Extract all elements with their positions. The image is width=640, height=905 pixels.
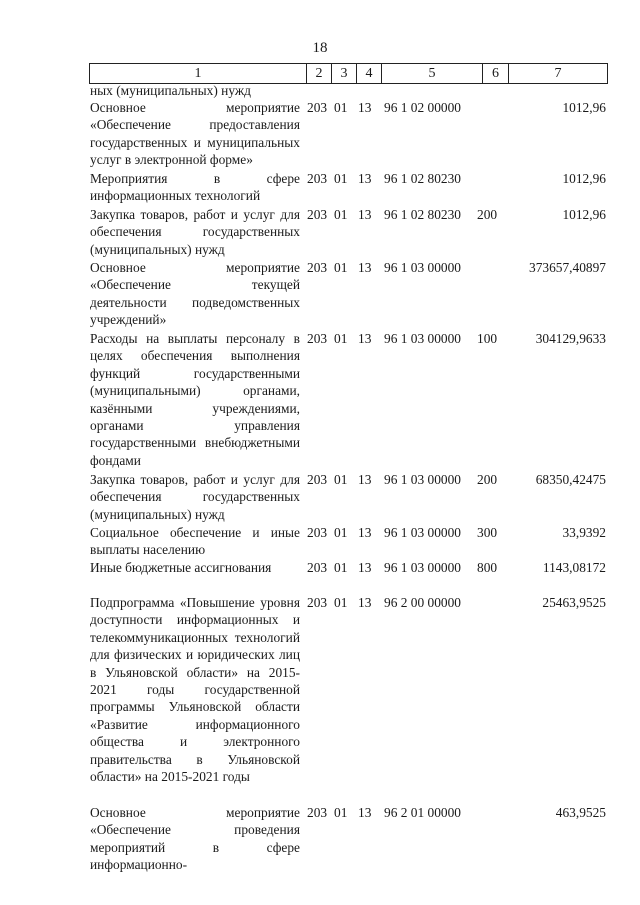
row-expense-type: 800 <box>477 560 498 575</box>
row-admin: 203 <box>307 260 328 275</box>
row-section: 01 <box>334 805 348 820</box>
row-target: 96 2 00 00000 <box>384 595 461 610</box>
row-subsection: 13 <box>358 560 372 575</box>
row-section: 01 <box>334 472 348 487</box>
row-sum: 1143,08172 <box>542 560 606 575</box>
row-name: Закупка товаров, работ и услуг для обеспечения государственных (муниципальных) нужд <box>90 207 300 257</box>
row-sum: 304129,9633 <box>535 331 606 346</box>
row-sum: 1012,96 <box>562 100 606 115</box>
table-row <box>0 524 640 559</box>
row-subsection: 13 <box>358 805 372 820</box>
row-sum: 33,9392 <box>562 525 606 540</box>
row-expense-type: 200 <box>477 472 498 487</box>
row-admin: 203 <box>307 100 328 115</box>
table-row <box>0 559 640 594</box>
row-name: ных (муниципальных) нужд <box>90 83 251 98</box>
header-col-5: 5 <box>382 64 483 84</box>
row-name: Основное мероприятие «Обеспечение предоставления государственных и муниципальных услуг в электронной форме» <box>90 100 300 168</box>
row-target: 96 1 03 00000 <box>384 331 461 346</box>
row-sum: 463,9525 <box>555 805 606 820</box>
row-subsection: 13 <box>358 207 372 222</box>
row-target: 96 1 02 80230 <box>384 207 461 222</box>
row-sum: 1012,96 <box>562 171 606 186</box>
row-subsection: 13 <box>358 100 372 115</box>
header-col-2: 2 <box>307 64 332 84</box>
row-section: 01 <box>334 260 348 275</box>
row-admin: 203 <box>307 171 328 186</box>
row-subsection: 13 <box>358 472 372 487</box>
row-name: Основное мероприятие «Обеспечение проведения мероприятий в сфере информационно- <box>90 805 300 873</box>
table-row <box>0 594 640 804</box>
row-subsection: 13 <box>358 331 372 346</box>
row-target: 96 1 03 00000 <box>384 525 461 540</box>
table-row <box>0 206 640 259</box>
header-col-6: 6 <box>483 64 509 84</box>
row-name: Подпрограмма «Повышение уровня доступности информационных и телекоммуникационных технологий для физических и юридических лиц в Ульяновской области» на 2015-2021 годы государственной программы Ульяновской области «Развитие информационного общества и электронного правительства в Ульяновской области» на 2015-2021 годы <box>90 595 300 785</box>
row-target: 96 1 03 00000 <box>384 260 461 275</box>
row-admin: 203 <box>307 595 328 610</box>
row-admin: 203 <box>307 472 328 487</box>
row-name: Расходы на выплаты персоналу в целях обеспечения выполнения функций государственными (муниципальными) органами, казёнными учреждениями, органами управления государственными внебюджетными фондами <box>90 331 300 468</box>
row-expense-type: 100 <box>477 331 498 346</box>
row-admin: 203 <box>307 331 328 346</box>
row-name: Мероприятия в сфере информационных технологий <box>90 171 300 204</box>
table-row <box>0 330 640 471</box>
row-section: 01 <box>334 171 348 186</box>
row-name: Социальное обеспечение и иные выплаты населению <box>90 525 300 558</box>
row-sum: 1012,96 <box>562 207 606 222</box>
row-section: 01 <box>334 595 348 610</box>
row-section: 01 <box>334 207 348 222</box>
row-name: Основное мероприятие «Обеспечение текущей деятельности подведомственных учреждений» <box>90 260 300 328</box>
row-sum: 373657,40897 <box>529 260 606 275</box>
row-section: 01 <box>334 525 348 540</box>
table-header <box>89 63 608 84</box>
table-row <box>0 99 640 170</box>
row-admin: 203 <box>307 560 328 575</box>
row-sum: 25463,9525 <box>542 595 606 610</box>
row-subsection: 13 <box>358 525 372 540</box>
row-section: 01 <box>334 331 348 346</box>
row-section: 01 <box>334 100 348 115</box>
row-subsection: 13 <box>358 260 372 275</box>
row-section: 01 <box>334 560 348 575</box>
row-sum: 68350,42475 <box>535 472 606 487</box>
row-subsection: 13 <box>358 171 372 186</box>
row-name: Иные бюджетные ассигнования <box>90 560 272 575</box>
row-target: 96 1 02 00000 <box>384 100 461 115</box>
table-row <box>0 259 640 330</box>
header-col-1: 1 <box>90 64 307 84</box>
header-col-7: 7 <box>509 64 608 84</box>
row-expense-type: 300 <box>477 525 498 540</box>
table-row <box>0 471 640 524</box>
header-col-4: 4 <box>357 64 382 84</box>
row-target: 96 1 03 00000 <box>384 472 461 487</box>
table-row <box>0 804 640 873</box>
row-target: 96 1 03 00000 <box>384 560 461 575</box>
row-admin: 203 <box>307 525 328 540</box>
row-expense-type: 200 <box>477 207 498 222</box>
row-target: 96 1 02 80230 <box>384 171 461 186</box>
table-body <box>0 82 640 873</box>
header-col-3: 3 <box>332 64 357 84</box>
row-name: Закупка товаров, работ и услуг для обеспечения государственных (муниципальных) нужд <box>90 472 300 522</box>
table-row <box>0 82 640 99</box>
row-admin: 203 <box>307 805 328 820</box>
row-admin: 203 <box>307 207 328 222</box>
row-target: 96 2 01 00000 <box>384 805 461 820</box>
row-subsection: 13 <box>358 595 372 610</box>
page-number: 18 <box>312 40 328 56</box>
table-row <box>0 170 640 206</box>
